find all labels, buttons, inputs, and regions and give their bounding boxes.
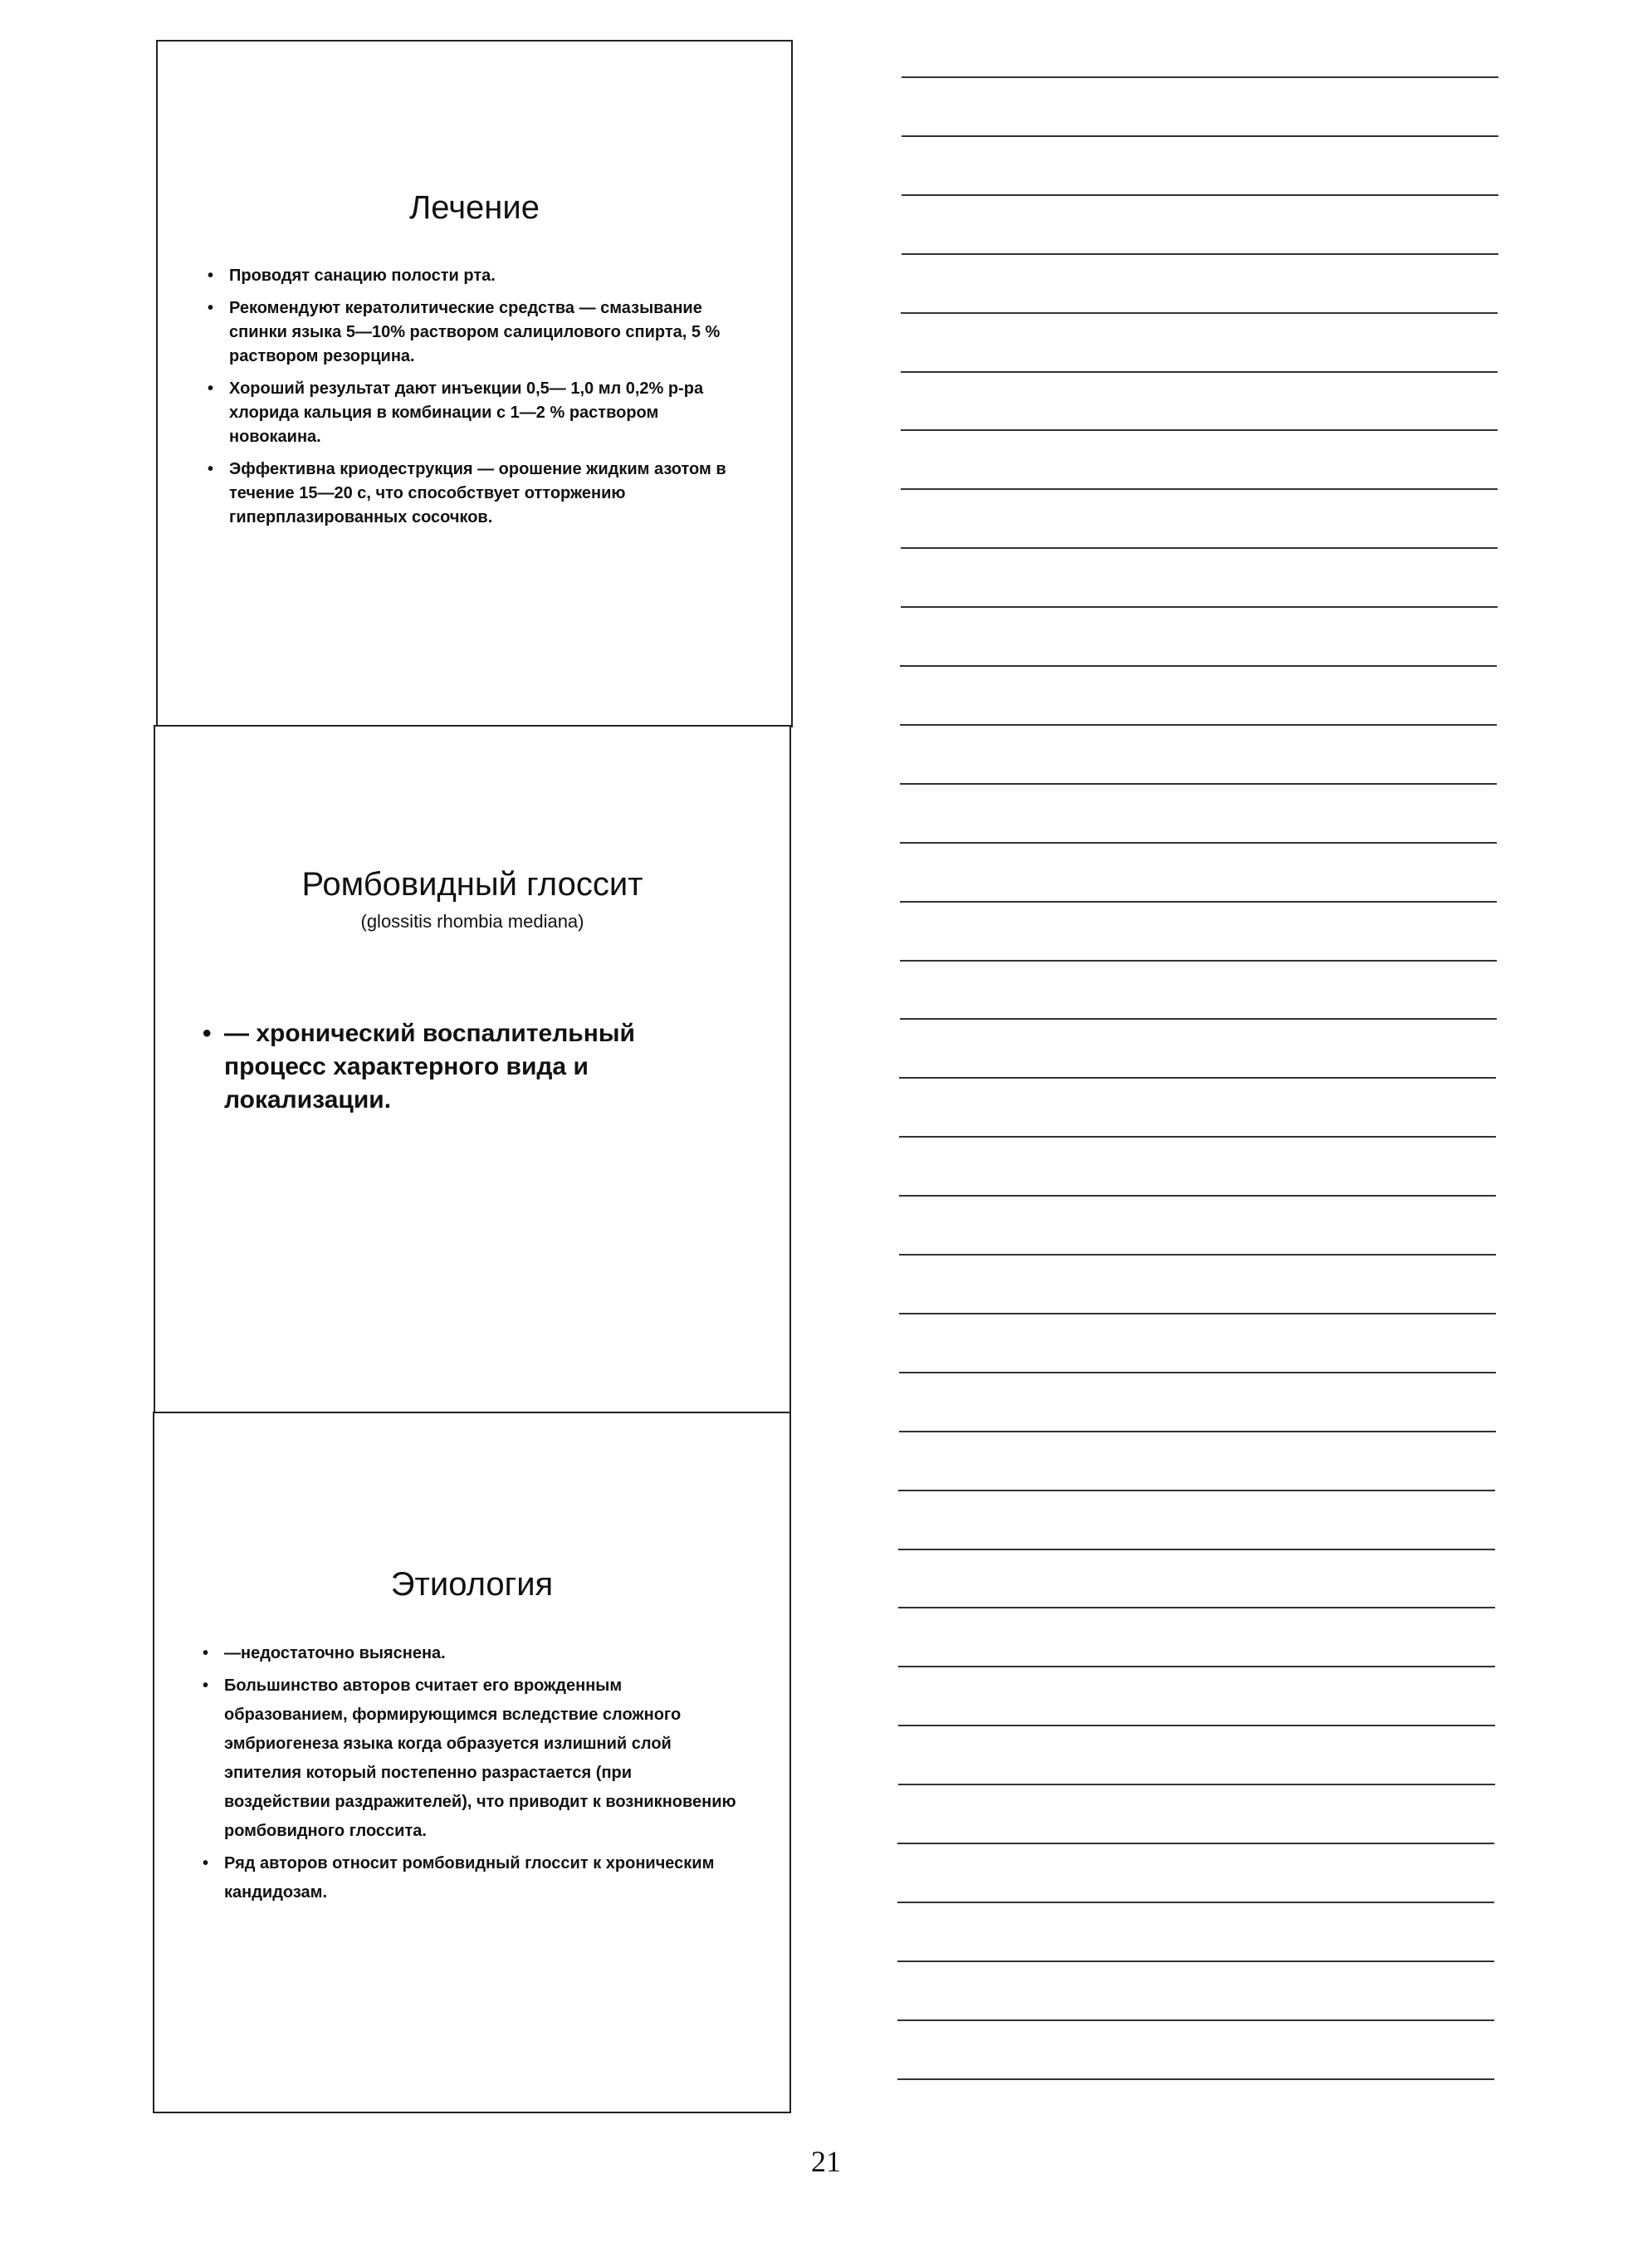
note-line xyxy=(897,2019,1494,2021)
page-number: 21 xyxy=(811,2145,841,2178)
slide-subtitle: (glossitis rhombia mediana) xyxy=(360,911,584,932)
list-item: • Рекомендуют кератолитические средства — смазывание спинки языка 5—10% раствором салицилового спирта, 5 % раствором резорцина. xyxy=(206,296,741,369)
note-line xyxy=(900,842,1497,844)
list-item: • —недостаточно выяснена. xyxy=(201,1639,740,1668)
note-line xyxy=(901,429,1498,431)
note-line xyxy=(899,1077,1496,1079)
note-line xyxy=(902,135,1498,137)
list-item: • Проводят санацию полости рта. xyxy=(206,264,741,288)
note-line xyxy=(901,488,1498,490)
note-line xyxy=(900,783,1497,785)
note-line xyxy=(897,1902,1494,1903)
note-line xyxy=(901,606,1498,608)
note-line xyxy=(902,76,1498,78)
slide-title: Ромбовидный глоссит xyxy=(301,866,643,903)
note-line xyxy=(897,2078,1494,2080)
note-line xyxy=(902,194,1498,196)
note-line xyxy=(900,1018,1497,1020)
note-line xyxy=(901,312,1498,314)
note-line xyxy=(898,1549,1495,1550)
note-line xyxy=(899,1136,1496,1138)
note-line xyxy=(899,1195,1496,1197)
list-item: • Эффективна криодеструкция — орошение жидким азотом в течение 15—20 с, что способствует отторжению гиперплазированных сосочков. xyxy=(206,458,741,530)
note-line xyxy=(898,1784,1495,1785)
note-line xyxy=(898,1725,1495,1726)
list-item: • Ряд авторов относит ромбовидный глоссит к хроническим кандидозам. xyxy=(201,1849,740,1907)
note-line xyxy=(897,1961,1494,1962)
note-line xyxy=(898,1666,1495,1667)
note-line xyxy=(897,1843,1494,1844)
note-line xyxy=(902,253,1498,255)
note-line xyxy=(901,547,1498,549)
note-line xyxy=(900,665,1497,667)
slide-title: Этиология xyxy=(390,1566,554,1603)
note-line xyxy=(901,371,1498,373)
note-line xyxy=(900,901,1497,903)
note-line xyxy=(900,724,1497,726)
note-line xyxy=(898,1607,1495,1608)
list-item: • Хороший результат дают инъекции 0,5— 1,0 мл 0,2% р-ра хлорида кальция в комбинации с 1—2 % раствором новокаина. xyxy=(206,377,741,449)
list-item: • — хронический воспалительный процесс характерного вида и локализации. xyxy=(201,1017,740,1117)
note-line xyxy=(899,1431,1496,1432)
note-line xyxy=(899,1313,1496,1314)
note-line xyxy=(898,1490,1495,1491)
note-line xyxy=(899,1254,1496,1256)
list-item: • Большинство авторов считает его врожденным образованием, формирующимся вследствие сложного эмбриогенеза языка когда образуется излишний слой эпителия который постепенно разрастается (при воздействии раздражителей), что приводит к возникновению ромбовидного глоссита. xyxy=(201,1672,740,1846)
note-line xyxy=(899,1372,1496,1373)
note-line xyxy=(900,960,1497,962)
slide-title: Лечение xyxy=(409,189,540,226)
